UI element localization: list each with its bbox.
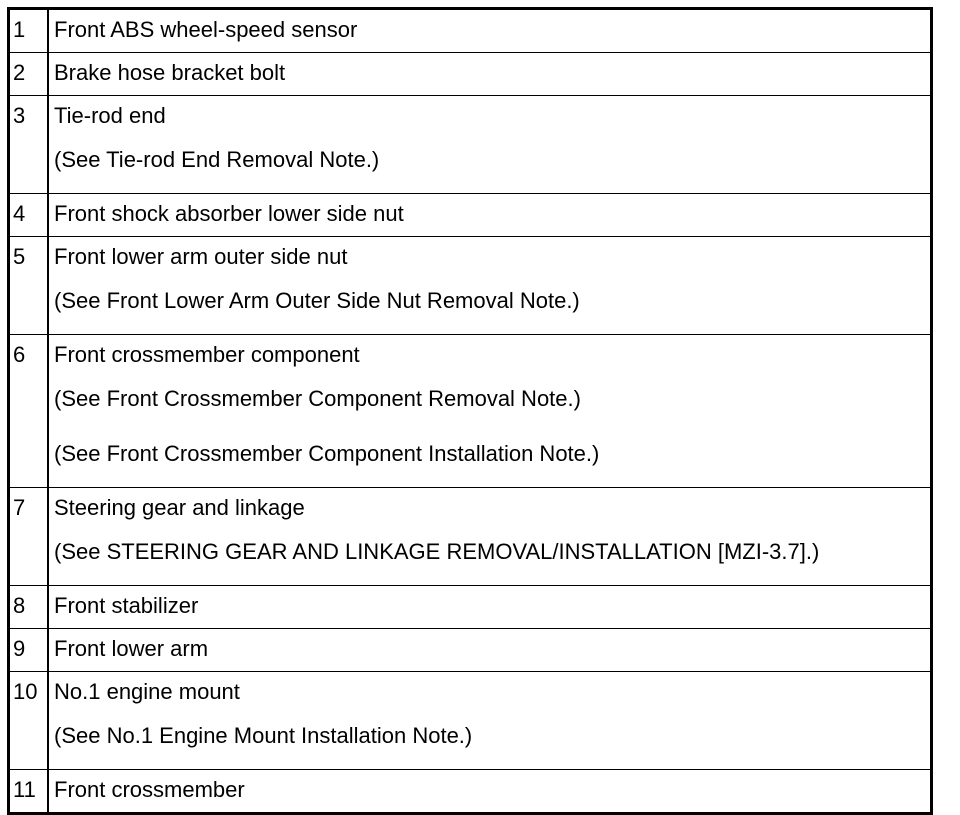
item-title: Front stabilizer	[54, 593, 199, 618]
item-description	[48, 9, 932, 53]
item-number-text: 3	[13, 103, 26, 128]
item-reference-note: (See Tie-rod End Removal Note.)	[54, 147, 380, 172]
item-number	[9, 96, 49, 194]
item-number	[9, 237, 49, 335]
item-number	[9, 9, 49, 53]
item-description	[48, 629, 932, 672]
item-reference-note: (See Front Crossmember Component Removal Note.)	[54, 386, 581, 411]
item-number-text: 10	[13, 679, 38, 704]
item-description	[48, 335, 932, 488]
table-row	[9, 770, 932, 814]
item-description	[48, 586, 932, 629]
item-number-text: 1	[13, 17, 26, 42]
item-title: Front lower arm outer side nut	[54, 244, 348, 269]
table-row	[9, 53, 932, 96]
item-reference-note: (See Front Crossmember Component Installation Note.)	[54, 441, 600, 466]
item-number-text: 8	[13, 593, 26, 618]
item-number-text: 6	[13, 342, 26, 367]
table-row	[9, 237, 932, 335]
item-title: Front shock absorber lower side nut	[54, 201, 404, 226]
table-row	[9, 9, 932, 53]
item-title: Front lower arm	[54, 636, 209, 661]
item-reference-note: (See No.1 Engine Mount Installation Note.)	[54, 723, 473, 748]
item-description	[48, 488, 932, 586]
item-number-text: 9	[13, 636, 26, 661]
item-title: Front crossmember component	[54, 342, 360, 367]
item-number-text: 5	[13, 244, 26, 269]
procedure-table-body	[9, 9, 932, 814]
item-number-text: 2	[13, 60, 26, 85]
item-number-text: 11	[13, 777, 36, 802]
item-reference-note: (See Front Lower Arm Outer Side Nut Removal Note.)	[54, 288, 580, 313]
item-description	[48, 770, 932, 814]
table-row	[9, 194, 932, 237]
procedure-table	[7, 7, 933, 815]
table-row	[9, 335, 932, 488]
item-title: Front crossmember	[54, 777, 245, 802]
item-description	[48, 53, 932, 96]
table-row	[9, 488, 932, 586]
item-number	[9, 194, 49, 237]
item-description	[48, 672, 932, 770]
item-description	[48, 194, 932, 237]
item-description	[48, 96, 932, 194]
table-row	[9, 672, 932, 770]
item-title: Front ABS wheel-speed sensor	[54, 17, 358, 42]
table-row	[9, 586, 932, 629]
item-title: Tie-rod end	[54, 103, 166, 128]
table-row	[9, 629, 932, 672]
item-title: No.1 engine mount	[54, 679, 240, 704]
item-number	[9, 770, 49, 814]
item-number-text: 4	[13, 201, 26, 226]
item-number	[9, 53, 49, 96]
item-number	[9, 586, 49, 629]
item-reference-note: (See STEERING GEAR AND LINKAGE REMOVAL/INSTALLATION [MZI-3.7].)	[54, 539, 820, 564]
item-number-text: 7	[13, 495, 26, 520]
item-title: Steering gear and linkage	[54, 495, 305, 520]
item-number	[9, 488, 49, 586]
item-title: Brake hose bracket bolt	[54, 60, 286, 85]
table-row	[9, 96, 932, 194]
item-description	[48, 237, 932, 335]
item-number	[9, 629, 49, 672]
item-number	[9, 672, 49, 770]
item-number	[9, 335, 49, 488]
